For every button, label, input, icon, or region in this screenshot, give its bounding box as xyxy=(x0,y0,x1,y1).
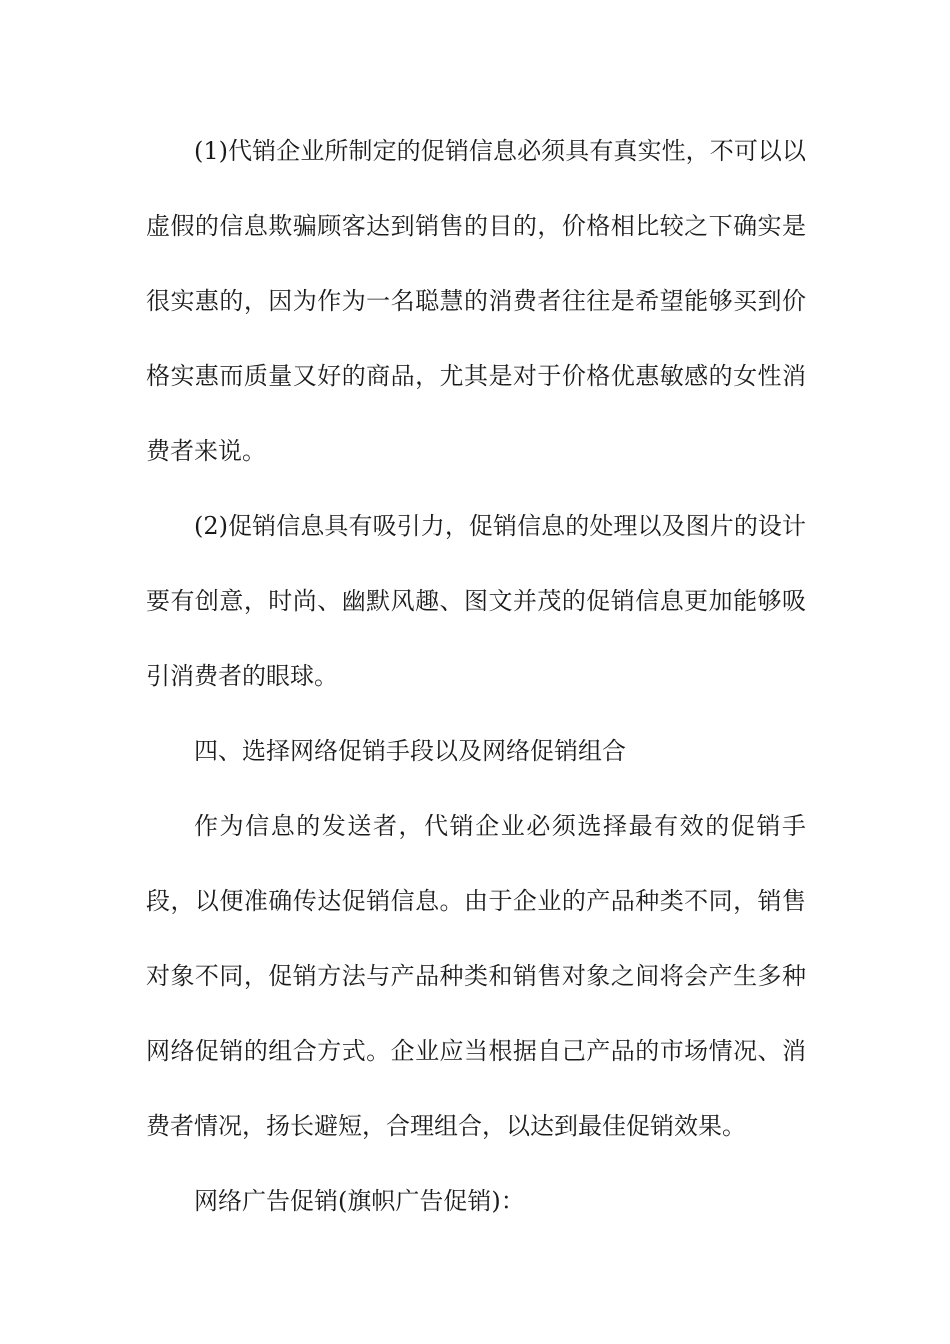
paragraph-promo-means: 作为信息的发送者，代销企业必须选择最有效的促销手段，以便准确传达促销信息。由于企业的产品种类不同，销售对象不同，促销方法与产品种类和销售对象之间将会产生多种网络促销的组合方式。企业应当根据自己产品的市场情况、消费者情况，扬长避短，合理组合，以达到最佳促销效果。 xyxy=(146,812,806,1140)
paragraph-banner-ads: 网络广告促销(旗帜广告促销)： xyxy=(194,1187,525,1215)
document-page xyxy=(146,114,806,1239)
paragraph-promo-truthfulness: (1)代销企业所制定的促销信息必须具有真实性，不可以以虚假的信息欺骗顾客达到销售的目的，价格相比较之下确实是很实惠的，因为作为一名聪慧的消费者往往是希望能够买到价格实惠而质量又好的商品，尤其是对于价格优惠敏感的女性消费者来说。 xyxy=(146,137,806,465)
paragraph-promo-attractiveness: (2)促销信息具有吸引力，促销信息的处理以及图片的设计要有创意，时尚、幽默风趣、图文并茂的促销信息更加能够吸引消费者的眼球。 xyxy=(146,512,806,690)
section-heading: 四、选择网络促销手段以及网络促销组合 xyxy=(194,737,626,765)
